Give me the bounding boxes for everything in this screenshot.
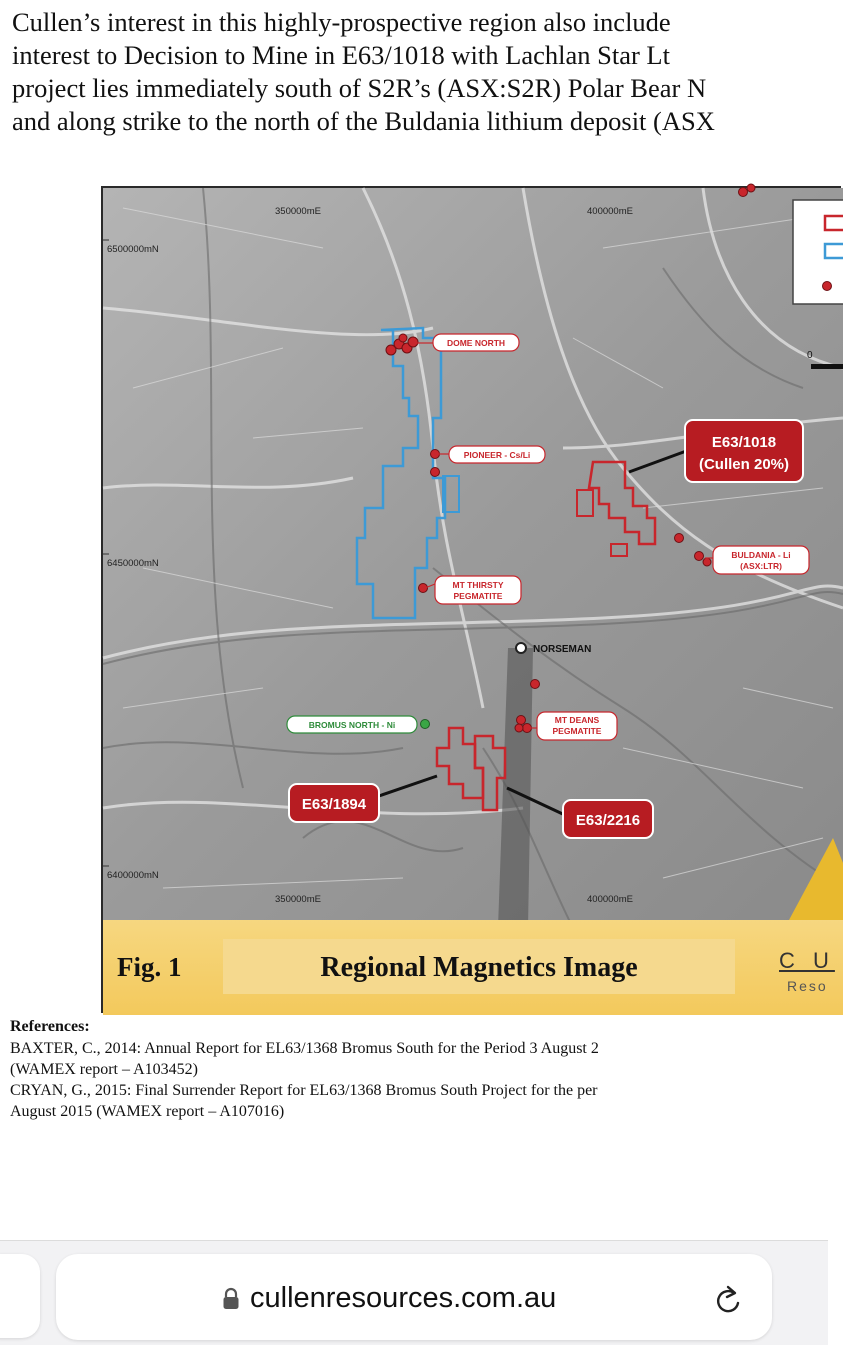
previous-tab-preview[interactable] — [0, 1254, 40, 1338]
cullen-logo-subtext: Reso — [787, 978, 828, 994]
url-text[interactable]: cullenresources.com.au — [250, 1282, 557, 1314]
mt-deans-label-line1: MT DEANS — [554, 715, 600, 725]
paragraph-line: Cullen’s interest in this highly-prospective region also include — [12, 7, 671, 37]
buldania-label-line1: BULDANIA - Li — [731, 550, 791, 560]
bromus-north-occurrence — [421, 720, 430, 729]
mt-thirsty-label-line2: PEGMATITE — [453, 591, 503, 601]
e63-2216-callout: E63/2216 — [575, 812, 641, 829]
paragraph-line: and along strike to the north of the Buldania lithium deposit (ASX — [12, 106, 715, 136]
references-section — [10, 1016, 840, 1122]
reference-line: August 2015 (WAMEX report – A107016) — [10, 1103, 285, 1120]
scale-zero-label: 0 — [807, 350, 813, 361]
bromus-north-label: BROMUS NORTH - Ni — [308, 720, 396, 730]
mt-deans-label-line2: PEGMATITE — [552, 726, 602, 736]
cullen-logo-text: C U — [779, 948, 835, 973]
scale-bar-segment — [811, 364, 843, 369]
map-legend — [793, 200, 843, 304]
grid-label-400000me-bottom: 400000mE — [587, 894, 633, 905]
norseman-town-marker — [516, 643, 526, 653]
grid-label-350000me-top: 350000mE — [275, 206, 321, 217]
reference-line: BAXTER, C., 2014: Annual Report for EL63/1368 Bromus South for the Period 3 August 2 — [10, 1040, 599, 1057]
grid-label-350000me-bottom: 350000mE — [275, 894, 321, 905]
reload-icon[interactable] — [712, 1284, 744, 1318]
lock-icon — [222, 1288, 240, 1310]
e63-1894-callout: E63/1894 — [301, 796, 367, 813]
reference-line: (WAMEX report – A103452) — [10, 1061, 198, 1078]
grid-label-6450000mn: 6450000mN — [107, 558, 159, 569]
pioneer-label: PIONEER - Cs/Li — [463, 450, 531, 460]
grid-label-400000me-top: 400000mE — [587, 206, 633, 217]
figure-title: Regional Magnetics Image — [320, 952, 638, 983]
grid-label-6400000mn: 6400000mN — [107, 870, 159, 881]
e63-1018-callout-line2: (Cullen 20%) — [698, 456, 790, 473]
figure-number: Fig. 1 — [117, 952, 182, 982]
paragraph-line: interest to Decision to Mine in E63/1018 with Lachlan Star Lt — [12, 40, 670, 70]
legend-occurrence-swatch — [823, 282, 832, 291]
magnetics-map — [103, 188, 843, 928]
reference-line: CRYAN, G., 2015: Final Surrender Report for EL63/1368 Bromus South Project for the per — [10, 1082, 598, 1099]
regional-magnetics-figure — [101, 186, 841, 1013]
e63-1018-callout-line1: E63/1018 — [711, 434, 777, 451]
dome-north-label: DOME NORTH — [446, 338, 506, 348]
grid-label-6500000mn: 6500000mN — [107, 244, 159, 255]
buldania-label-line2: (ASX:LTR) — [740, 561, 782, 571]
references-heading: References: — [10, 1018, 90, 1035]
mt-thirsty-label-line1: MT THIRSTY — [452, 580, 504, 590]
paragraph-line: project lies immediately south of S2R’s (ASX:S2R) Polar Bear N — [12, 73, 707, 103]
norseman-label: NORSEMAN — [533, 644, 592, 655]
body-paragraph — [12, 6, 842, 138]
